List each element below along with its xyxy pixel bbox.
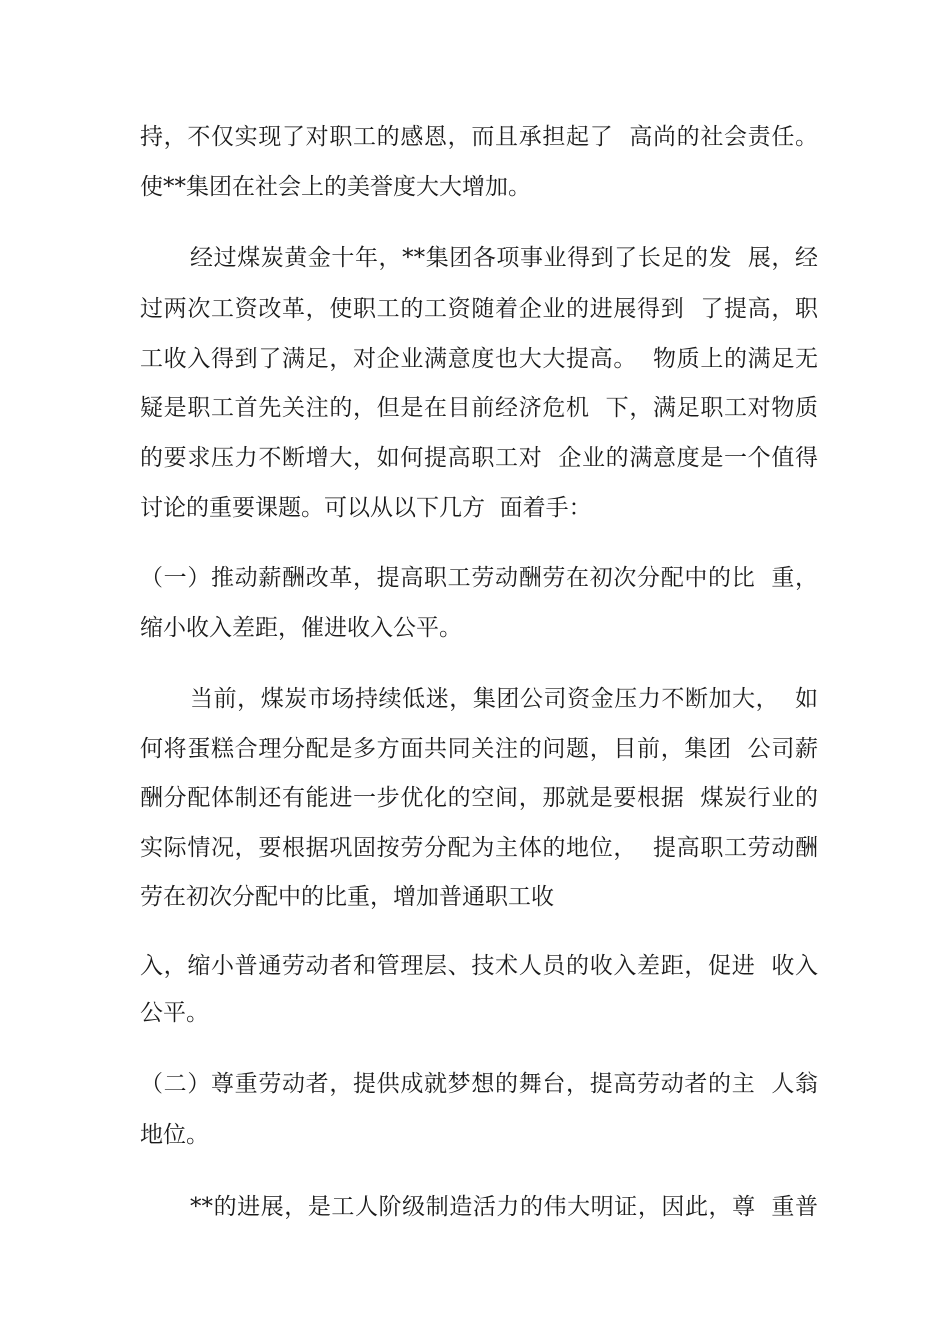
section-heading-line: （一）推动薪酬改革，提高职工劳动酬劳在初次分配中的比 重， (140, 565, 818, 591)
text-line: 经过煤炭黄金十年，**集团各项事业得到了长足的发 展，经 (190, 245, 818, 271)
text-line: 持，不仅实现了对职工的感恩，而且承担起了 高尚的社会责任。 (140, 124, 818, 150)
text-line: 酬分配体制还有能进一步优化的空间，那就是要根据 煤炭行业的 (140, 785, 818, 811)
text-line: 讨论的重要课题。可以从以下几方 面着手： (140, 495, 592, 521)
text-line: 工收入得到了满足，对企业满意度也大大提高。 物质上的满足无 (140, 346, 818, 372)
text-line: 疑是职工首先关注的，但是在目前经济危机 下，满足职工对物质 (140, 395, 818, 421)
text-line: 的要求压力不断增大，如何提高职工对 企业的满意度是一个值得 (140, 445, 818, 471)
section-heading-line: 缩小收入差距，催进收入公平。 (140, 615, 462, 641)
text-line: 公平。 (140, 1000, 209, 1026)
text-line: 实际情况，要根据巩固按劳分配为主体的地位， 提高职工劳动酬 (140, 835, 818, 861)
text-line: 使**集团在社会上的美誉度大大增加。 (140, 174, 531, 200)
text-line: 当前，煤炭市场持续低迷，集团公司资金压力不断加大， 如 (190, 686, 818, 712)
section-heading-line: 地位。 (140, 1122, 209, 1148)
text-line: **的进展，是工人阶级制造活力的伟大明证，因此，尊 重普 (190, 1194, 818, 1220)
text-line: 劳在初次分配中的比重，增加普通职工收 (140, 884, 554, 910)
text-line: 入，缩小普通劳动者和管理层、技术人员的收入差距，促进 收入 (140, 953, 818, 979)
section-heading-line: （二）尊重劳动者，提供成就梦想的舞台，提高劳动者的主 人翁 (140, 1071, 818, 1097)
text-line: 过两次工资改革，使职工的工资随着企业的进展得到 了提高，职 (140, 296, 818, 322)
text-line: 何将蛋糕合理分配是多方面共同关注的问题，目前，集团 公司薪 (140, 736, 818, 762)
